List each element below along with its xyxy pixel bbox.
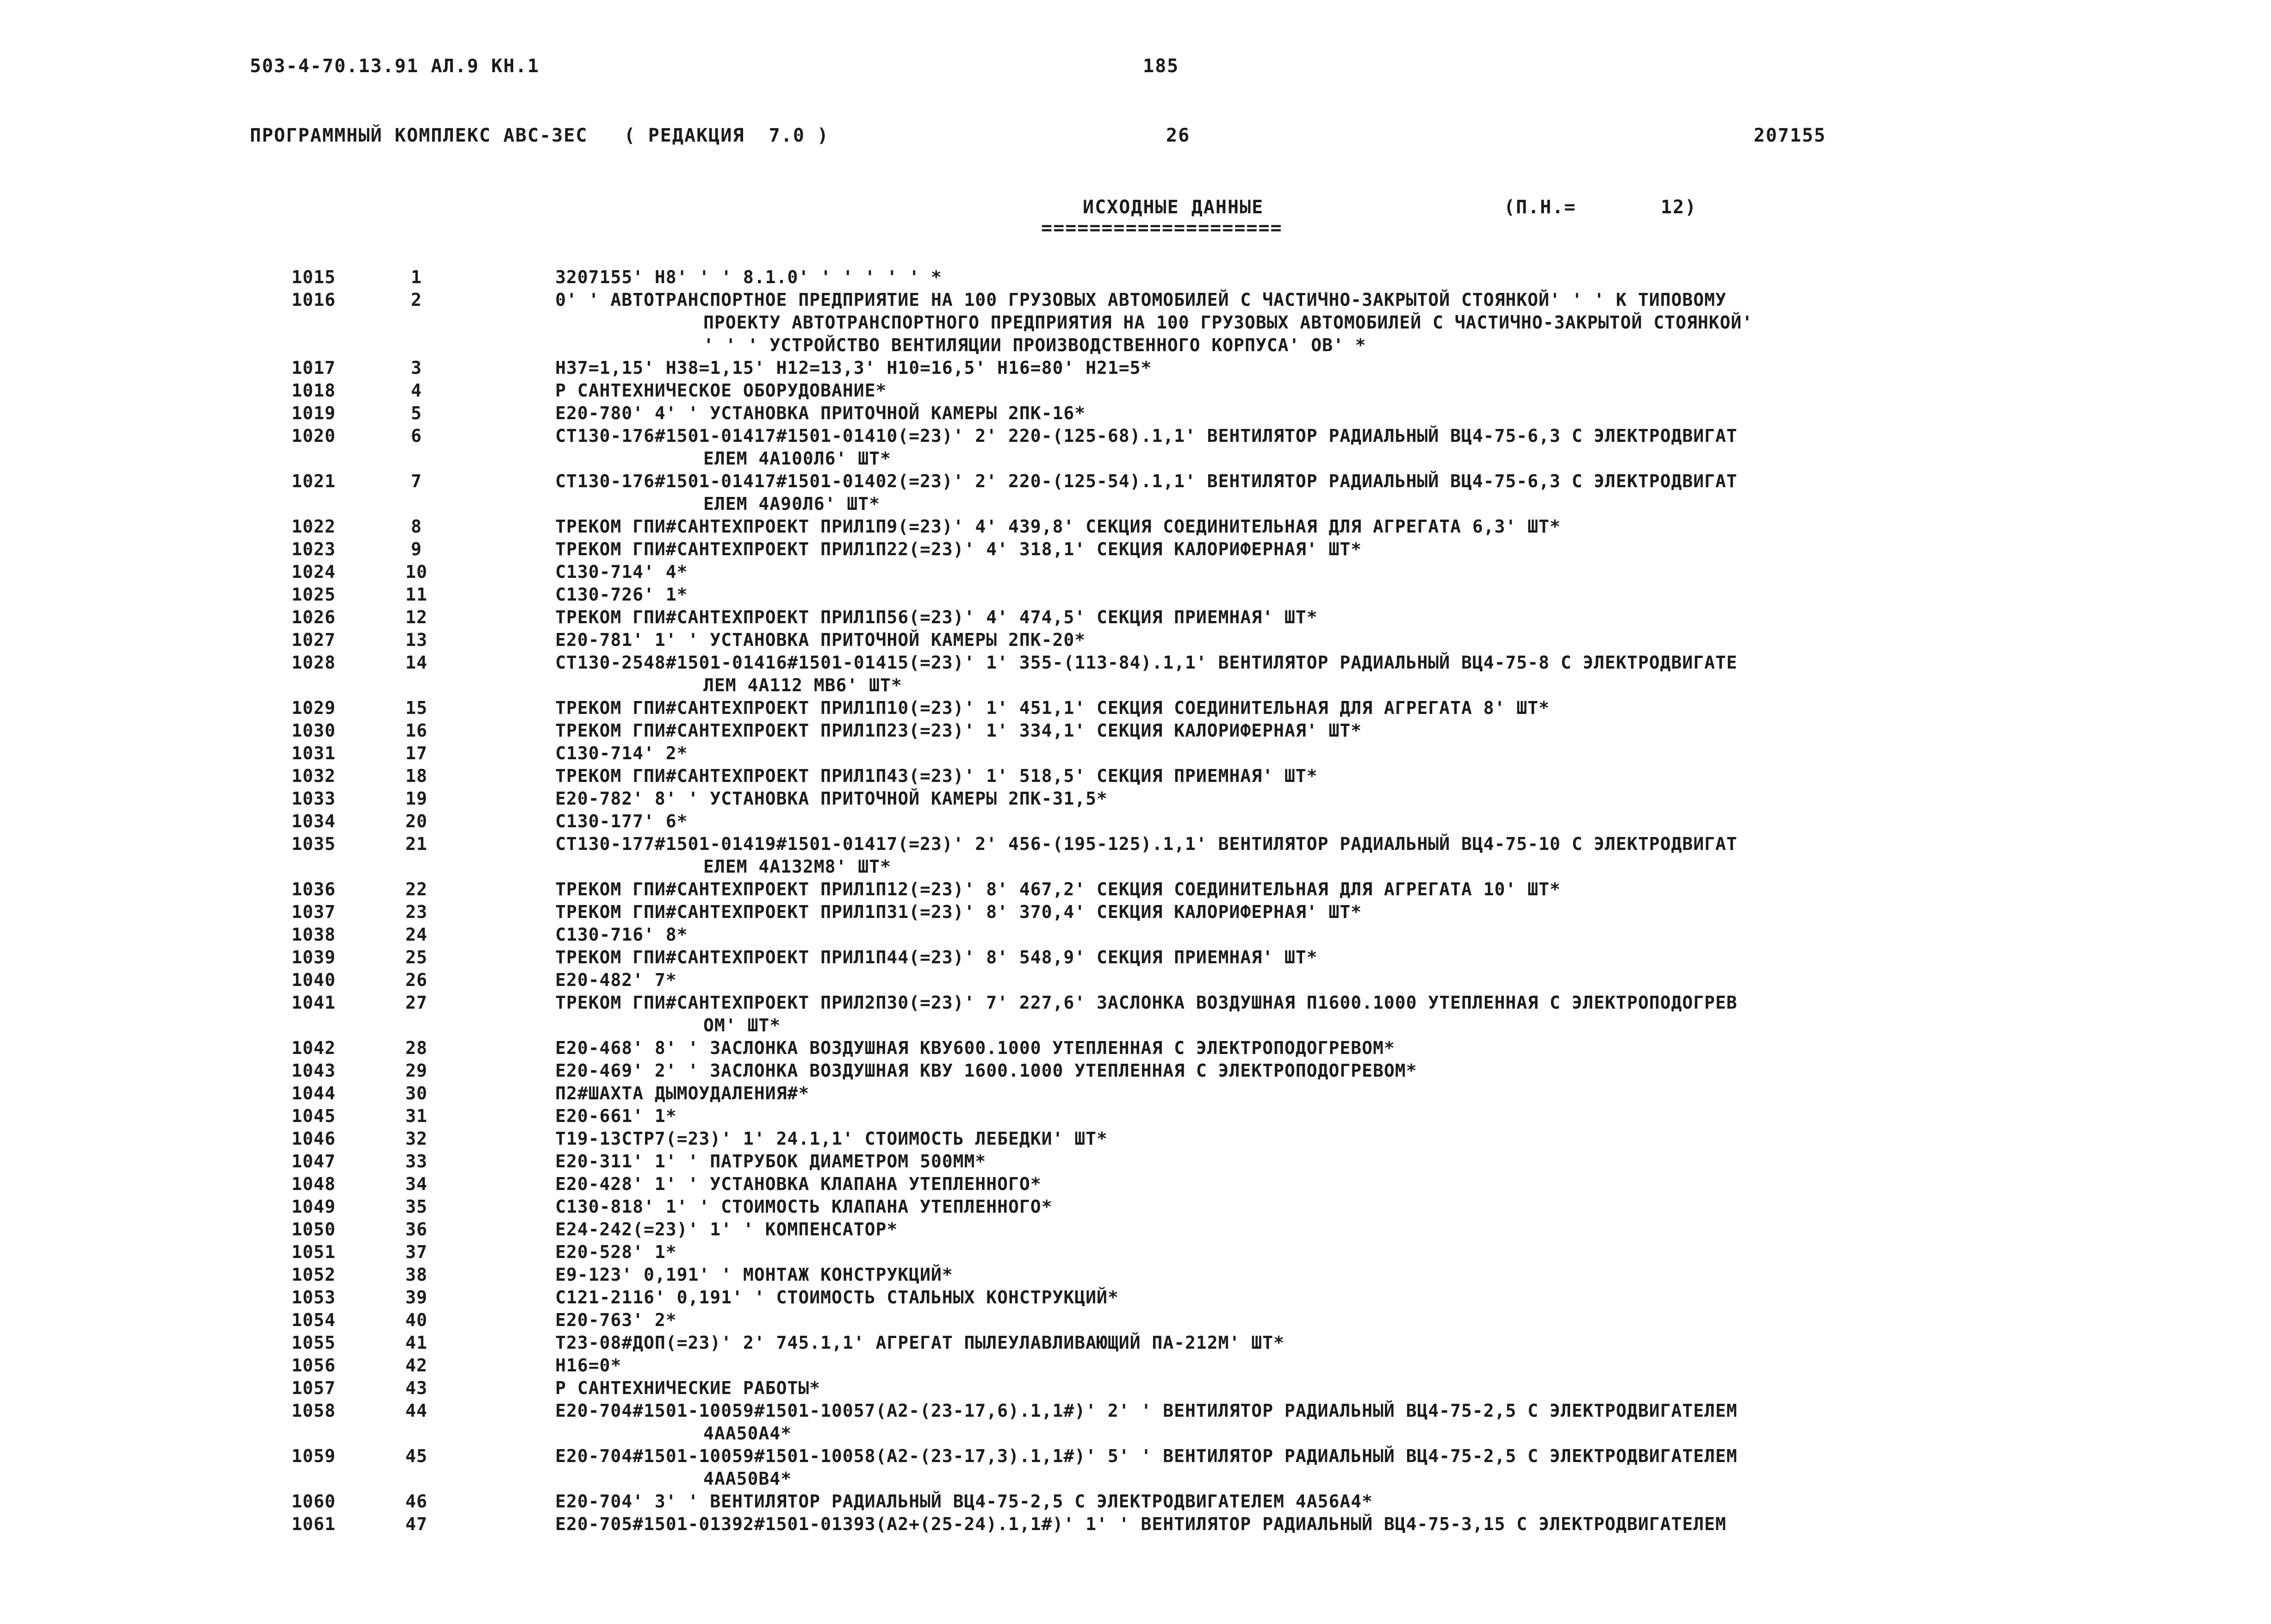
sequence-number: 22: [405, 879, 428, 899]
sequence-number: 12: [405, 607, 428, 627]
sequence-number: 41: [405, 1333, 428, 1353]
row-text: П2#ШАХТА ДЫМОУДАЛЕНИЯ#*: [555, 1083, 810, 1103]
row-text: С130-818' 1' ' СТОИМОСТЬ КЛАПАНА УТЕПЛЕННОГО*: [555, 1196, 1053, 1217]
listing-row: [0, 719, 2271, 742]
listing-row: [0, 583, 2271, 606]
line-number: 1057: [292, 1378, 336, 1398]
listing-row: [0, 1332, 2271, 1354]
listing-row: [0, 1173, 2271, 1196]
line-number: 1058: [292, 1401, 336, 1421]
row-text: ТРЕКОМ ГПИ#САНТЕХПРОЕКТ ПРИЛ1П9(=23)' 4' 439,8' СЕКЦИЯ СОЕДИНИТЕЛЬНАЯ ДЛЯ АГРЕГАТА 6,3' ШТ*: [555, 516, 1561, 537]
sequence-number: 30: [405, 1083, 428, 1103]
listing-continuation-row: [0, 855, 2271, 878]
line-number: 1045: [292, 1106, 336, 1126]
sequence-number: 8: [411, 516, 422, 537]
listing-row: [0, 992, 2271, 1014]
listing-row: [0, 1196, 2271, 1218]
sequence-number: 4: [411, 380, 422, 401]
sequence-number: 29: [405, 1060, 428, 1081]
line-number: 1028: [292, 652, 336, 673]
row-text: С130-714' 2*: [555, 743, 688, 763]
listing-row: [0, 1037, 2271, 1060]
row-text: 4АА50В4*: [703, 1469, 792, 1489]
line-number: 1042: [292, 1038, 336, 1058]
listing-row: [0, 1377, 2271, 1400]
sequence-number: 1: [411, 267, 422, 287]
row-text: ТРЕКОМ ГПИ#САНТЕХПРОЕКТ ПРИЛ1П12(=23)' 8' 467,2' СЕКЦИЯ СОЕДИНИТЕЛЬНАЯ ДЛЯ АГРЕГАТА 10' ШТ*: [555, 879, 1561, 899]
line-number: 1017: [292, 358, 336, 378]
row-text: Е20-469' 2' ' ЗАСЛОНКА ВОЗДУШНАЯ КВУ 1600.1000 УТЕПЛЕННАЯ С ЭЛЕКТРОПОДОГРЕВОМ*: [555, 1060, 1417, 1081]
row-text: ' ' ' УСТРОЙСТВО ВЕНТИЛЯЦИИ ПРОИЗВОДСТВЕННОГО КОРПУСА' ОВ' *: [703, 335, 1366, 355]
line-number: 1038: [292, 924, 336, 945]
row-text: ЕЛЕМ 4А90Л6' ШТ*: [703, 494, 881, 514]
sequence-number: 13: [405, 630, 428, 650]
line-number: 1030: [292, 720, 336, 741]
page-number: 185: [1143, 56, 1179, 77]
sequence-number: 15: [405, 698, 428, 718]
line-number: 1049: [292, 1196, 336, 1217]
line-number: 1054: [292, 1310, 336, 1330]
row-text: Е20-661' 1*: [555, 1106, 677, 1126]
row-text: ЕЛЕМ 4А132М8' ШТ*: [703, 856, 891, 877]
listing-row: [0, 1445, 2271, 1468]
row-text: ЛЕМ 4А112 МВ6' ШТ*: [703, 675, 902, 695]
line-number: 1015: [292, 267, 336, 287]
row-text: 4АА50А4*: [703, 1423, 792, 1444]
row-text: Е20-780' 4' ' УСТАНОВКА ПРИТОЧНОЙ КАМЕРЫ 2ПК-16*: [555, 403, 1086, 423]
sequence-number: 38: [405, 1264, 428, 1285]
row-text: Е20-704#1501-10059#1501-10058(А2-(23-17,3).1,1#)' 5' ' ВЕНТИЛЯТОР РАДИАЛЬНЫЙ ВЦ4-75-2,5 С ЭЛЕКТРОДВИГАТЕЛЕМ: [555, 1446, 1737, 1466]
sequence-number: 26: [405, 970, 428, 990]
line-number: 1033: [292, 788, 336, 809]
line-number: 1061: [292, 1514, 336, 1534]
line-number: 1059: [292, 1446, 336, 1466]
line-number: 1055: [292, 1333, 336, 1353]
row-text: Е20-482' 7*: [555, 970, 677, 990]
listing-row: [0, 289, 2271, 311]
listing-row: [0, 765, 2271, 787]
pn-value: (П.Н.= 12): [1504, 197, 1697, 218]
listing-row: [0, 742, 2271, 765]
listing-row: [0, 379, 2271, 402]
line-number: 1031: [292, 743, 336, 763]
line-number: 1053: [292, 1287, 336, 1308]
row-text: СТ130-176#1501-01417#1501-01410(=23)' 2' 220-(125-68).1,1' ВЕНТИЛЯТОР РАДИАЛЬНЫЙ ВЦ4-75-6,3 С ЭЛЕКТРОДВИГАТ: [555, 426, 1737, 446]
row-text: Е24-242(=23)' 1' ' КОМПЕНСАТОР*: [555, 1219, 898, 1240]
row-text: Е20-528' 1*: [555, 1242, 677, 1262]
line-number: 1020: [292, 426, 336, 446]
line-number: 1048: [292, 1174, 336, 1194]
row-text: ТРЕКОМ ГПИ#САНТЕХПРОЕКТ ПРИЛ1П44(=23)' 8' 548,9' СЕКЦИЯ ПРИЕМНАЯ' ШТ*: [555, 947, 1318, 967]
line-number: 1056: [292, 1355, 336, 1376]
listing-row: [0, 1150, 2271, 1173]
listing-row: [0, 470, 2271, 493]
row-text: Р САНТЕХНИЧЕСКОЕ ОБОРУДОВАНИЕ*: [555, 380, 887, 401]
program-name: ПРОГРАММНЫЙ КОМПЛЕКС АВС-3ЕС ( РЕДАКЦИЯ 7.0 ): [250, 125, 829, 146]
sequence-number: 45: [405, 1446, 428, 1466]
line-number: 1043: [292, 1060, 336, 1081]
listing-row: [0, 515, 2271, 538]
listing-continuation-row: [0, 1468, 2271, 1490]
row-text: ОМ' ШТ*: [703, 1015, 781, 1035]
sheet-number: 26: [1166, 125, 1191, 146]
sequence-number: 37: [405, 1242, 428, 1262]
line-number: 1027: [292, 630, 336, 650]
row-text: Е20-705#1501-01392#1501-01393(А2+(25-24).1,1#)' 1' ' ВЕНТИЛЯТОР РАДИАЛЬНЫЙ ВЦ4-75-3,15 С ЭЛЕКТРОДВИГАТЕЛЕМ: [555, 1514, 1727, 1534]
listing-continuation-row: [0, 334, 2271, 357]
sequence-number: 21: [405, 834, 428, 854]
line-number: 1029: [292, 698, 336, 718]
row-text: 0' ' АВТОТРАНСПОРТНОЕ ПРЕДПРИЯТИЕ НА 100 ГРУЗОВЫХ АВТОМОБИЛЕЙ С ЧАСТИЧНО-ЗАКРЫТОЙ СТОЯНКОЙ' ' ' К ТИПОВОМУ: [555, 290, 1727, 310]
sequence-number: 20: [405, 811, 428, 831]
row-text: Е20-428' 1' ' УСТАНОВКА КЛАПАНА УТЕПЛЕННОГО*: [555, 1174, 1042, 1194]
row-text: Е20-704#1501-10059#1501-10057(А2-(23-17,6).1,1#)' 2' ' ВЕНТИЛЯТОР РАДИАЛЬНЫЙ ВЦ4-75-2,5 С ЭЛЕКТРОДВИГАТЕЛЕМ: [555, 1401, 1737, 1421]
row-text: Е9-123' 0,191' ' МОНТАЖ КОНСТРУКЦИЙ*: [555, 1264, 953, 1285]
line-number: 1021: [292, 471, 336, 491]
line-number: 1035: [292, 834, 336, 854]
line-number: 1022: [292, 516, 336, 537]
listing-row: [0, 266, 2271, 289]
row-text: СТ130-177#1501-01419#1501-01417(=23)' 2' 456-(195-125).1,1' ВЕНТИЛЯТОР РАДИАЛЬНЫЙ ВЦ4-75-10 С ЭЛЕКТРОДВИГАТ: [555, 834, 1737, 854]
row-text: С121-2116' 0,191' ' СТОИМОСТЬ СТАЛЬНЫХ КОНСТРУКЦИЙ*: [555, 1287, 1119, 1308]
listing-row: [0, 651, 2271, 674]
listing-continuation-row: [0, 1014, 2271, 1037]
listing-row: [0, 1490, 2271, 1513]
row-text: Е20-781' 1' ' УСТАНОВКА ПРИТОЧНОЙ КАМЕРЫ 2ПК-20*: [555, 630, 1086, 650]
sequence-number: 39: [405, 1287, 428, 1308]
sequence-number: 7: [411, 471, 422, 491]
row-text: ТРЕКОМ ГПИ#САНТЕХПРОЕКТ ПРИЛ1П56(=23)' 4' 474,5' СЕКЦИЯ ПРИЕМНАЯ' ШТ*: [555, 607, 1318, 627]
row-text: ТРЕКОМ ГПИ#САНТЕХПРОЕКТ ПРИЛ2П30(=23)' 7' 227,6' ЗАСЛОНКА ВОЗДУШНАЯ П1600.1000 УТЕПЛЕННАЯ С ЭЛЕКТРОПОДОГРЕВ: [555, 992, 1737, 1013]
listing-row: [0, 1105, 2271, 1128]
line-number: 1050: [292, 1219, 336, 1240]
line-number: 1019: [292, 403, 336, 423]
listing-row: [0, 538, 2271, 561]
row-text: ТРЕКОМ ГПИ#САНТЕХПРОЕКТ ПРИЛ1П23(=23)' 1' 334,1' СЕКЦИЯ КАЛОРИФЕРНАЯ' ШТ*: [555, 720, 1362, 741]
row-text: Т23-08#ДОП(=23)' 2' 745.1,1' АГРЕГАТ ПЫЛЕУЛАВЛИВАЮЩИЙ ПА-212М' ШТ*: [555, 1333, 1284, 1353]
title-underline: ====================: [1041, 217, 1283, 239]
line-number: 1025: [292, 584, 336, 605]
listing-row: [0, 357, 2271, 379]
listing-row: [0, 810, 2271, 833]
sequence-number: 25: [405, 947, 428, 967]
listing-continuation-row: [0, 447, 2271, 470]
sequence-number: 24: [405, 924, 428, 945]
row-text: С130-716' 8*: [555, 924, 688, 945]
sequence-number: 34: [405, 1174, 428, 1194]
line-number: 1023: [292, 539, 336, 559]
row-text: ТРЕКОМ ГПИ#САНТЕХПРОЕКТ ПРИЛ1П43(=23)' 1' 518,5' СЕКЦИЯ ПРИЕМНАЯ' ШТ*: [555, 766, 1318, 786]
listing-row: [0, 1354, 2271, 1377]
line-number: 1047: [292, 1151, 336, 1172]
line-number: 1016: [292, 290, 336, 310]
sequence-number: 31: [405, 1106, 428, 1126]
row-text: Е20-782' 8' ' УСТАНОВКА ПРИТОЧНОЙ КАМЕРЫ 2ПК-31,5*: [555, 788, 1108, 809]
sequence-number: 35: [405, 1196, 428, 1217]
listing-row: [0, 924, 2271, 946]
sequence-number: 27: [405, 992, 428, 1013]
listing-row: [0, 697, 2271, 719]
row-text: Н16=0*: [555, 1355, 622, 1376]
line-number: 1060: [292, 1491, 336, 1512]
listing-row: [0, 1264, 2271, 1286]
listing-row: [0, 1128, 2271, 1150]
line-number: 1051: [292, 1242, 336, 1262]
sequence-number: 47: [405, 1514, 428, 1534]
row-text: Т19-13СТР7(=23)' 1' 24.1,1' СТОИМОСТЬ ЛЕБЕДКИ' ШТ*: [555, 1128, 1108, 1149]
line-number: 1039: [292, 947, 336, 967]
row-text: ТРЕКОМ ГПИ#САНТЕХПРОЕКТ ПРИЛ1П10(=23)' 1' 451,1' СЕКЦИЯ СОЕДИНИТЕЛЬНАЯ ДЛЯ АГРЕГАТА 8' ШТ*: [555, 698, 1550, 718]
listing-row: [0, 1309, 2271, 1332]
sequence-number: 3: [411, 358, 422, 378]
listing-continuation-row: [0, 1422, 2271, 1445]
sequence-number: 19: [405, 788, 428, 809]
row-text: С130-726' 1*: [555, 584, 688, 605]
page-title: ИСХОДНЫЕ ДАННЫЕ: [1083, 197, 1264, 218]
listing-continuation-row: [0, 674, 2271, 697]
line-number: 1044: [292, 1083, 336, 1103]
row-text: СТ130-176#1501-01417#1501-01402(=23)' 2' 220-(125-54).1,1' ВЕНТИЛЯТОР РАДИАЛЬНЫЙ ВЦ4-75-6,3 С ЭЛЕКТРОДВИГАТ: [555, 471, 1737, 491]
line-number: 1046: [292, 1128, 336, 1149]
sequence-number: 23: [405, 902, 428, 922]
row-text: ТРЕКОМ ГПИ#САНТЕХПРОЕКТ ПРИЛ1П22(=23)' 4' 318,1' СЕКЦИЯ КАЛОРИФЕРНАЯ' ШТ*: [555, 539, 1362, 559]
row-text: Н37=1,15' Н38=1,15' Н12=13,3' Н10=16,5' Н16=80' Н21=5*: [555, 358, 1152, 378]
row-text: ТРЕКОМ ГПИ#САНТЕХПРОЕКТ ПРИЛ1П31(=23)' 8' 370,4' СЕКЦИЯ КАЛОРИФЕРНАЯ' ШТ*: [555, 902, 1362, 922]
listing-row: [0, 561, 2271, 583]
listing-row: [0, 878, 2271, 901]
listing: [0, 266, 2271, 1536]
document-code: 503-4-70.13.91 АЛ.9 КН.1: [250, 56, 540, 77]
line-number: 1040: [292, 970, 336, 990]
row-text: 3207155' Н8' ' ' 8.1.0' ' ' ' ' ' *: [555, 267, 942, 287]
line-number: 1052: [292, 1264, 336, 1285]
listing-row: [0, 946, 2271, 969]
sequence-number: 9: [411, 539, 422, 559]
listing-row: [0, 1400, 2271, 1422]
sequence-number: 43: [405, 1378, 428, 1398]
sequence-number: 42: [405, 1355, 428, 1376]
row-text: Е20-468' 8' ' ЗАСЛОНКА ВОЗДУШНАЯ КВУ600.1000 УТЕПЛЕННАЯ С ЭЛЕКТРОПОДОГРЕВОМ*: [555, 1038, 1395, 1058]
row-text: Е20-704' 3' ' ВЕНТИЛЯТОР РАДИАЛЬНЫЙ ВЦ4-75-2,5 С ЭЛЕКТРОДВИГАТЕЛЕМ 4А56А4*: [555, 1491, 1373, 1512]
sequence-number: 14: [405, 652, 428, 673]
listing-row: [0, 1082, 2271, 1105]
line-number: 1037: [292, 902, 336, 922]
row-text: Р САНТЕХНИЧЕСКИЕ РАБОТЫ*: [555, 1378, 821, 1398]
sequence-number: 11: [405, 584, 428, 605]
listing-continuation-row: [0, 311, 2271, 334]
listing-row: [0, 1241, 2271, 1264]
row-text: ЕЛЕМ 4А100Л6' ШТ*: [703, 448, 891, 469]
sequence-number: 40: [405, 1310, 428, 1330]
sequence-number: 6: [411, 426, 422, 446]
listing-row: [0, 1218, 2271, 1241]
listing-row: [0, 901, 2271, 924]
sequence-number: 36: [405, 1219, 428, 1240]
sequence-number: 44: [405, 1401, 428, 1421]
line-number: 1034: [292, 811, 336, 831]
listing-row: [0, 969, 2271, 992]
row-text: СТ130-2548#1501-01416#1501-01415(=23)' 1' 355-(113-84).1,1' ВЕНТИЛЯТОР РАДИАЛЬНЫЙ ВЦ4-75-8 С ЭЛЕКТРОДВИГАТЕ: [555, 652, 1737, 673]
sequence-number: 2: [411, 290, 422, 310]
document-number: 207155: [1754, 125, 1826, 146]
line-number: 1026: [292, 607, 336, 627]
sequence-number: 16: [405, 720, 428, 741]
sequence-number: 5: [411, 403, 422, 423]
row-text: С130-714' 4*: [555, 562, 688, 582]
listing-continuation-row: [0, 493, 2271, 515]
sequence-number: 33: [405, 1151, 428, 1172]
sequence-number: 32: [405, 1128, 428, 1149]
line-number: 1036: [292, 879, 336, 899]
row-text: Е20-311' 1' ' ПАТРУБОК ДИАМЕТРОМ 500ММ*: [555, 1151, 987, 1172]
sequence-number: 18: [405, 766, 428, 786]
listing-row: [0, 1286, 2271, 1309]
line-number: 1024: [292, 562, 336, 582]
line-number: 1032: [292, 766, 336, 786]
sequence-number: 10: [405, 562, 428, 582]
listing-row: [0, 629, 2271, 651]
sequence-number: 28: [405, 1038, 428, 1058]
line-number: 1018: [292, 380, 336, 401]
row-text: ПРОЕКТУ АВТОТРАНСПОРТНОГО ПРЕДПРИЯТИЯ НА 100 ГРУЗОВЫХ АВТОМОБИЛЕЙ С ЧАСТИЧНО-ЗАКРЫТОЙ СТОЯНКОЙ': [703, 312, 1753, 333]
listing-row: [0, 425, 2271, 447]
row-text: С130-177' 6*: [555, 811, 688, 831]
sequence-number: 46: [405, 1491, 428, 1512]
listing-row: [0, 606, 2271, 629]
listing-row: [0, 1513, 2271, 1536]
line-number: 1041: [292, 992, 336, 1013]
row-text: Е20-763' 2*: [555, 1310, 677, 1330]
listing-row: [0, 1060, 2271, 1082]
listing-row: [0, 833, 2271, 855]
listing-row: [0, 402, 2271, 425]
sequence-number: 17: [405, 743, 428, 763]
listing-row: [0, 787, 2271, 810]
